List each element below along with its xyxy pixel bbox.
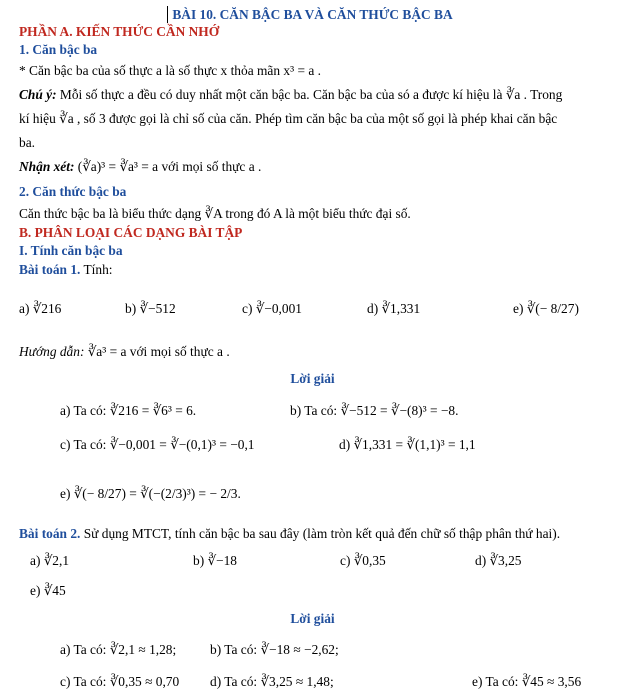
- part-b-subheading: I. Tính căn bậc ba: [19, 243, 123, 258]
- note-label: Chú ý:: [19, 87, 57, 102]
- hint-text: ∛a³ = a với mọi số thực a .: [84, 344, 230, 359]
- solution-1-e: e) ∛(− 8/27) = ∛(−(2/3)³) = − 2/3.: [60, 486, 241, 501]
- remark-line: [19, 159, 261, 175]
- remark-label: Nhận xét:: [19, 159, 75, 174]
- solution-2-e: e) Ta có: ∛45 ≈ 3,56: [472, 674, 582, 689]
- problem-1-item-b: b) ∛−512: [125, 301, 176, 316]
- note-line-2: kí hiệu ∛a , số 3 được gọi là chỉ số của căn. Phép tìm căn bậc ba của một số gọi là phép khai căn bậc: [19, 111, 558, 126]
- section-2-text: Căn thức bậc ba là biểu thức dạng ∛A trong đó A là một biểu thức đại số.: [19, 206, 411, 221]
- solution-2-c: c) Ta có: ∛0,35 ≈ 0,70: [60, 674, 180, 689]
- hint-line: [19, 344, 230, 360]
- solution-1-c: c) Ta có: ∛−0,001 = ∛−(0,1)³ = −0,1: [60, 437, 255, 452]
- solution-1-d: d) ∛1,331 = ∛(1,1)³ = 1,1: [339, 437, 476, 452]
- problem-1-text: Tính:: [80, 262, 113, 277]
- solution-1-b: b) Ta có: ∛−512 = ∛−(8)³ = −8.: [290, 403, 459, 418]
- solution-2-b: b) Ta có: ∛−18 ≈ −2,62;: [210, 642, 339, 657]
- note-line-1: [19, 87, 562, 103]
- problem-2-item-b: b) ∛−18: [193, 553, 237, 568]
- solution-1-a: a) Ta có: ∛216 = ∛6³ = 6.: [60, 403, 197, 418]
- lesson-title: BÀI 10. CĂN BẬC BA VÀ CĂN THỨC BẬC BA: [172, 7, 453, 22]
- section-1-heading: 1. Căn bậc ba: [19, 42, 98, 57]
- note-text: Mỗi số thực a đều có duy nhất một căn bậc ba. Căn bậc ba của só a được kí hiệu là ∛a . Trong: [56, 87, 563, 102]
- problem-2-label: Bài toán 2.: [19, 526, 81, 541]
- problem-1-item-a: a) ∛216: [19, 301, 62, 316]
- problem-2-item-d: d) ∛3,25: [475, 553, 522, 568]
- solution-1-heading: Lời giải: [290, 371, 335, 386]
- problem-2-item-c: c) ∛0,35: [340, 553, 386, 568]
- hint-label: Hướng dẫn:: [19, 344, 85, 359]
- problem-1-label: Bài toán 1.: [19, 262, 81, 277]
- problem-1-line: [19, 262, 113, 278]
- part-a-heading: PHẦN A. KIẾN THỨC CẦN NHỚ: [19, 24, 220, 39]
- solution-2-a: a) Ta có: ∛2,1 ≈ 1,28;: [60, 642, 177, 657]
- note-line-3: ba.: [19, 135, 35, 150]
- problem-2-item-e: e) ∛45: [30, 583, 66, 598]
- remark-text: (∛a)³ = ∛a³ = a với mọi số thực a .: [74, 159, 262, 174]
- problem-1-item-d: d) ∛1,331: [367, 301, 421, 316]
- definition-text: * Căn bậc ba của số thực a là số thực x thỏa mãn x³ = a .: [19, 63, 321, 78]
- problem-1-item-e: e) ∛(− 8/27): [513, 301, 579, 316]
- problem-1-item-c: c) ∛−0,001: [242, 301, 302, 316]
- part-b-heading: B. PHÂN LOẠI CÁC DẠNG BÀI TẬP: [19, 225, 243, 240]
- problem-2-line: [19, 526, 560, 542]
- section-2-heading: 2. Căn thức bậc ba: [19, 184, 127, 199]
- solution-2-d: d) Ta có: ∛3,25 ≈ 1,48;: [210, 674, 334, 689]
- problem-2-item-a: a) ∛2,1: [30, 553, 70, 568]
- problem-2-text: Sử dụng MTCT, tính căn bậc ba sau đây (làm tròn kết quả đến chữ số thập phân thứ hai).: [80, 526, 561, 541]
- solution-2-heading: Lời giải: [290, 611, 335, 626]
